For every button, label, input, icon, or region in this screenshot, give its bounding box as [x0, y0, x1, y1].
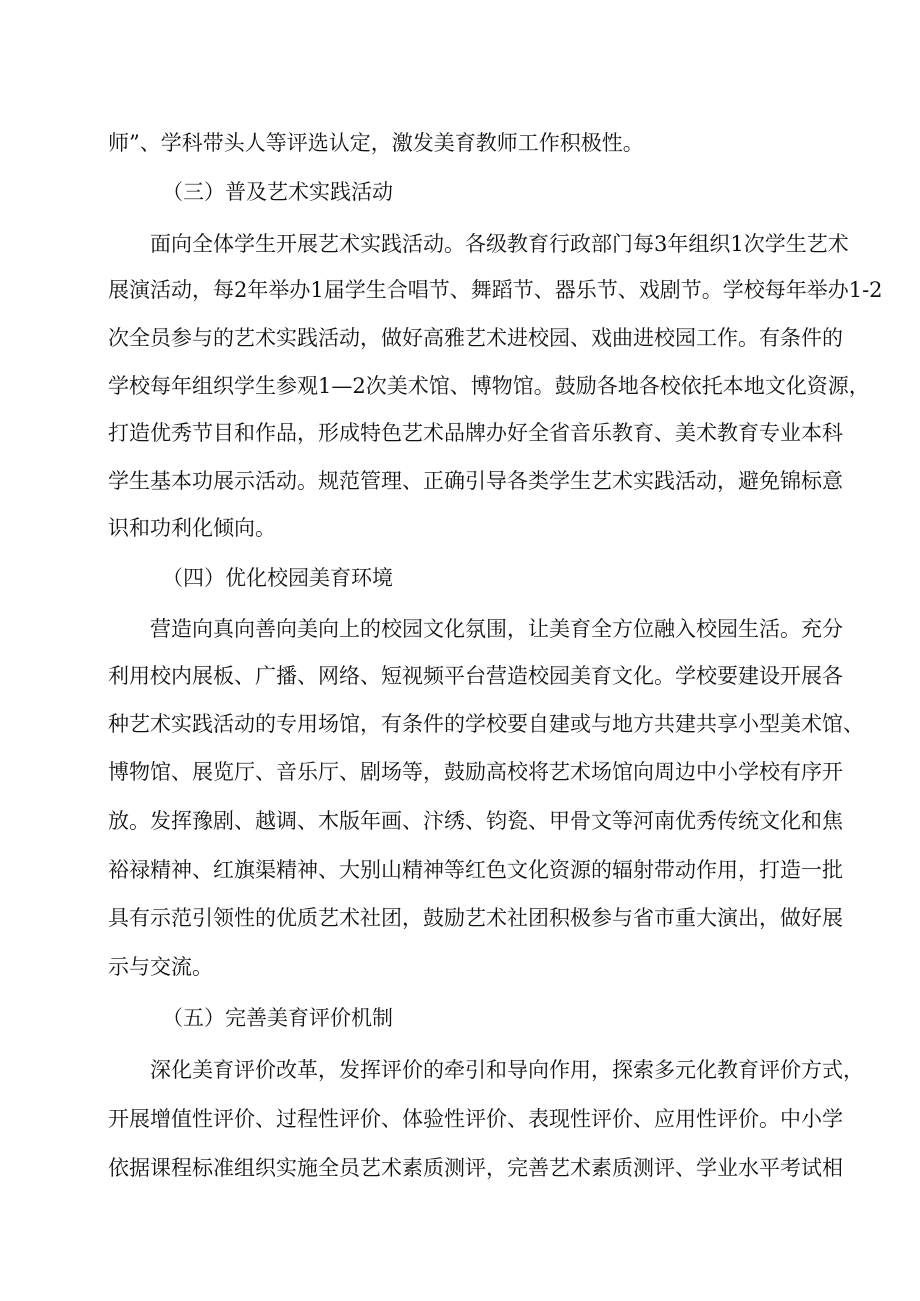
paragraph-line: 次全员参与的艺术实践活动，做好高雅艺术进校园、戏曲进校园工作。有条件的 [108, 326, 843, 350]
section-heading-3: （三）普及艺术实践活动 [162, 180, 393, 204]
paragraph-line: 打造优秀节目和作品，形成特色艺术品牌办好全省音乐教育、美术教育专业本科 [108, 421, 843, 445]
paragraph-line: 师”、学科带头人等评选认定，激发美育教师工作积极性。 [108, 131, 644, 155]
paragraph-line: 放。发挥豫剧、越调、木版年画、汴绣、钧瓷、甲骨文等河南优秀传统文化和焦 [108, 809, 843, 833]
paragraph-line: 深化美育评价改革，发挥评价的牵引和导向作用，探索多元化教育评价方式， [150, 1058, 864, 1082]
paragraph-line: 开展增值性评价、过程性评价、体验性评价、表现性评价、应用性评价。中小学 [108, 1107, 843, 1131]
paragraph-line: 识和功利化倾向。 [108, 516, 276, 540]
paragraph-line: 种艺术实践活动的专用场馆，有条件的学校要自建或与地方共建共享小型美术馆、 [108, 712, 864, 736]
section-heading-4: （四）优化校园美育环境 [162, 566, 393, 590]
paragraph-line: 博物馆、展览厅、音乐厅、剧场等，鼓励高校将艺术场馆向周边中小学校有序开 [108, 760, 843, 784]
paragraph-line: 营造向真向善向美向上的校园文化氛围，让美育全方位融入校园生活。充分 [150, 617, 843, 641]
paragraph-line: 学校每年组织学生参观1—2次美术馆、博物馆。鼓励各地各校依托本地文化资源， [108, 374, 870, 398]
paragraph-line: 依据课程标准组织实施全员艺术素质测评，完善艺术素质测评、学业水平考试相 [108, 1156, 843, 1180]
paragraph-line: 展演活动，每2年举办1届学生合唱节、舞蹈节、器乐节、戏剧节。学校每年举办1-2 [108, 278, 883, 302]
paragraph-line: 示与交流。 [108, 955, 213, 979]
paragraph-line: 面向全体学生开展艺术实践活动。各级教育行政部门每3年组织1次学生艺术 [150, 232, 849, 256]
section-heading-5: （五）完善美育评价机制 [162, 1006, 393, 1030]
paragraph-line: 学生基本功展示活动。规范管理、正确引导各类学生艺术实践活动，避免锦标意 [108, 469, 843, 493]
paragraph-line: 具有示范引领性的优质艺术社团，鼓励艺术社团积极参与省市重大演出，做好展 [108, 906, 843, 930]
paragraph-line: 利用校内展板、广播、网络、短视频平台营造校园美育文化。学校要建设开展各 [108, 664, 843, 688]
paragraph-line: 裕禄精神、红旗渠精神、大别山精神等红色文化资源的辐射带动作用，打造一批 [108, 858, 843, 882]
